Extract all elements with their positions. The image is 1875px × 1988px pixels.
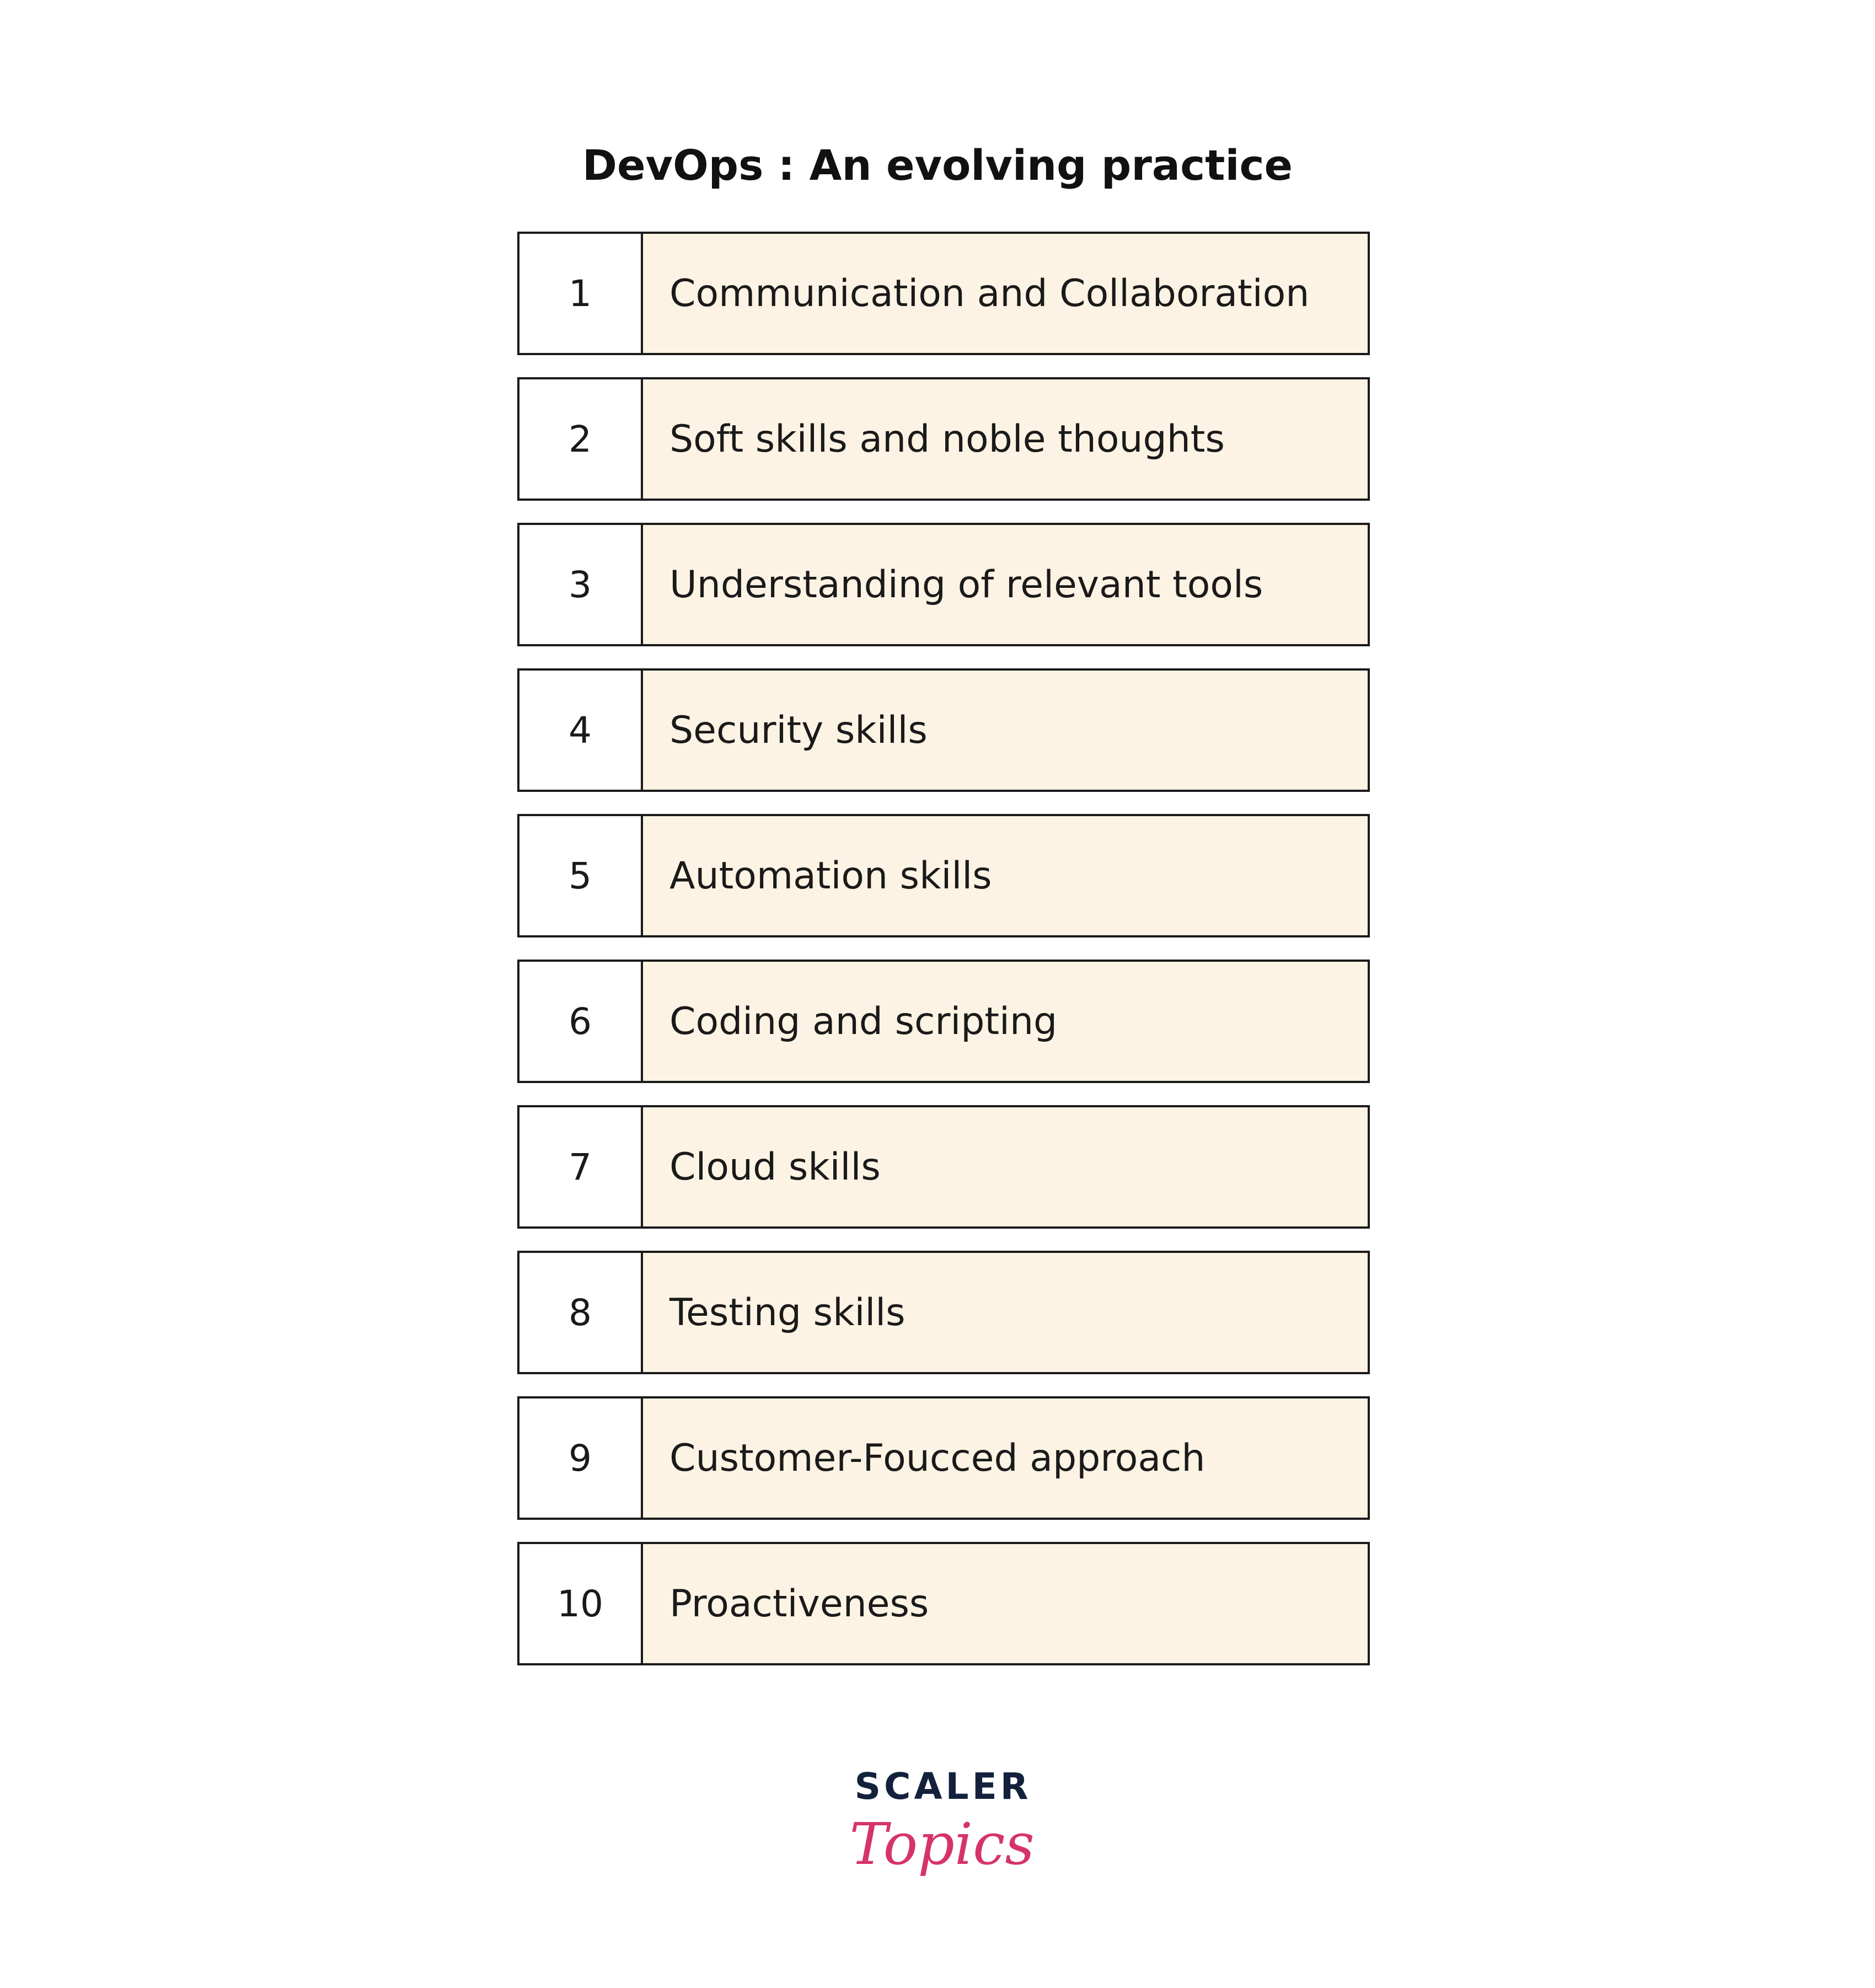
item-number: 4 xyxy=(519,671,643,790)
item-number: 10 xyxy=(519,1544,643,1663)
list-item xyxy=(517,523,1370,646)
item-label: Coding and scripting xyxy=(643,962,1368,1081)
item-number: 1 xyxy=(519,234,643,353)
item-label: Customer-Foucced approach xyxy=(643,1398,1368,1518)
item-number: 2 xyxy=(519,379,643,499)
item-number: 7 xyxy=(519,1107,643,1226)
list-item xyxy=(517,1396,1370,1520)
item-number: 8 xyxy=(519,1253,643,1372)
item-label: Security skills xyxy=(643,671,1368,790)
item-number: 5 xyxy=(519,816,643,935)
item-number: 3 xyxy=(519,525,643,644)
item-number: 9 xyxy=(519,1398,643,1518)
diagram-title: DevOps : An evolving practice xyxy=(582,141,1293,190)
list-item xyxy=(517,668,1370,792)
scaler-topics-logo xyxy=(849,1759,1035,1903)
item-label: Automation skills xyxy=(643,816,1368,935)
item-label: Soft skills and noble thoughts xyxy=(643,379,1368,499)
list-item xyxy=(517,1251,1370,1374)
item-label: Proactiveness xyxy=(643,1544,1368,1663)
list-item xyxy=(517,377,1370,501)
list-item xyxy=(517,960,1370,1083)
list-item xyxy=(517,1542,1370,1665)
item-label: Communication and Collaboration xyxy=(643,234,1368,353)
item-number: 6 xyxy=(519,962,643,1081)
list-item xyxy=(517,1105,1370,1229)
item-label: Understanding of relevant tools xyxy=(643,525,1368,644)
item-label: Cloud skills xyxy=(643,1107,1368,1226)
list-item xyxy=(517,814,1370,937)
logo-topics-text: Topics xyxy=(849,1810,1035,1878)
logo-scaler-text: SCALER xyxy=(854,1765,1032,1808)
list-item xyxy=(517,232,1370,355)
skills-list xyxy=(517,232,1370,1687)
item-label: Testing skills xyxy=(643,1253,1368,1372)
